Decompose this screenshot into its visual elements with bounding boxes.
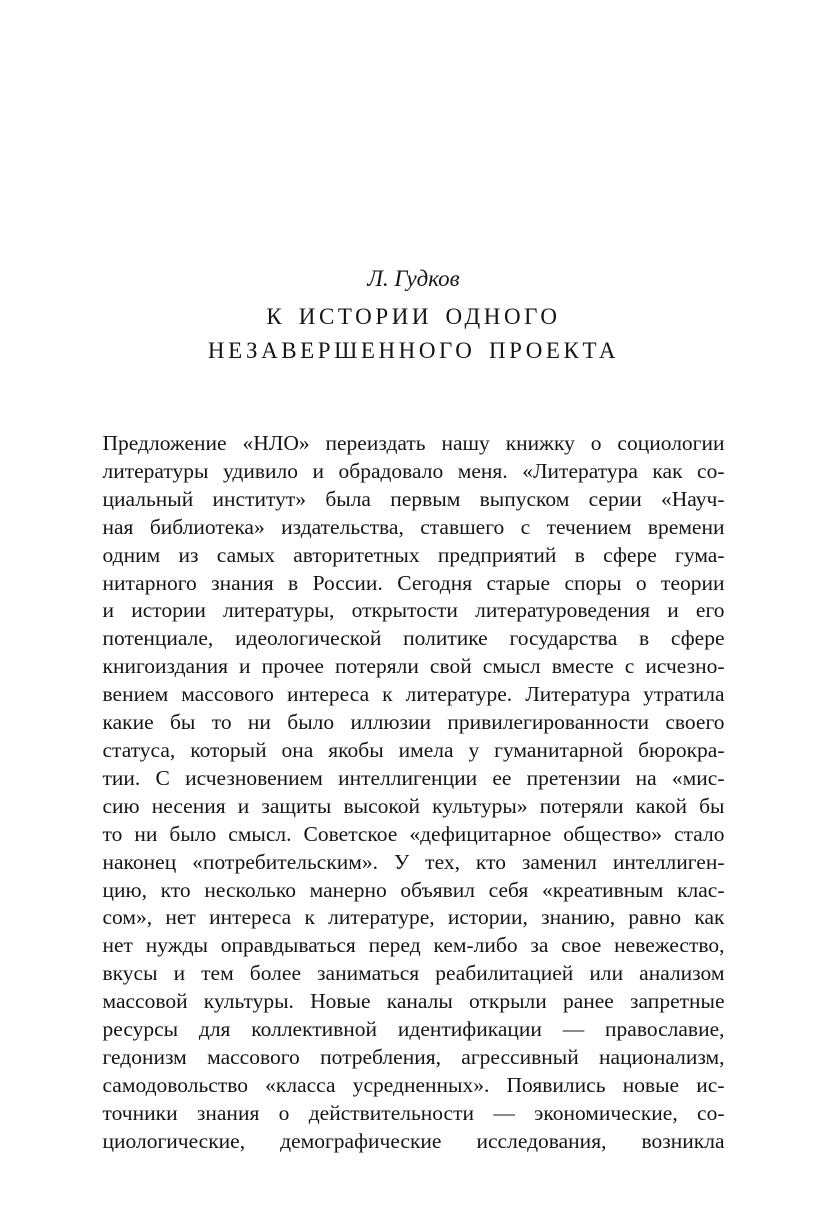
body-text-line: какие бы то ни было иллюзии привилегированности своего bbox=[102, 710, 725, 735]
body-text-line: вением массового интереса к литературе. Литература утратила bbox=[102, 682, 725, 707]
chapter-title bbox=[0, 300, 827, 368]
body-text-line: гедонизм массового потребления, агрессивный национализм, bbox=[102, 1044, 725, 1069]
body-text-line: то ни было смысл. Советское «дефицитарное общество» стало bbox=[102, 821, 725, 846]
body-text-line: вкусы и тем более заниматься реабилитацией или анализом bbox=[102, 961, 725, 986]
body-text-line: ная библиотека» издательства, ставшего с течением времени bbox=[102, 514, 725, 539]
chapter-title-line-2: НЕЗАВЕРШЕННОГО ПРОЕКТА bbox=[207, 338, 620, 363]
body-text-line: литературы удивило и обрадовало меня. «Литература как со- bbox=[102, 458, 725, 483]
body-text-line: Предложение «НЛО» переиздать нашу книжку о социологии bbox=[102, 431, 725, 455]
body-text-line: книгоиздания и прочее потеряли свой смысл вместе с исчезно- bbox=[102, 654, 725, 679]
body-text-line: точники знания о действительности — экономические, со- bbox=[102, 1100, 725, 1125]
body-text-line: циологические, демографические исследования, возникла bbox=[102, 1128, 725, 1153]
body-text-line: тии. С исчезновением интеллигенции ее претензии на «мис- bbox=[102, 765, 725, 790]
body-text-line: сию несения и защиты высокой культуры» потеряли какой бы bbox=[102, 793, 725, 818]
chapter-title-line-1: К ИСТОРИИ ОДНОГО bbox=[266, 304, 561, 329]
body-text-line: потенциале, идеологической политике государства в сфере bbox=[102, 626, 725, 651]
body-text-block bbox=[103, 430, 725, 1156]
body-text-line: и истории литературы, открытости литературоведения и его bbox=[102, 598, 725, 623]
body-text-line: ресурсы для коллективной идентификации — православие, bbox=[102, 1017, 725, 1042]
body-text-line: одним из самых авторитетных предприятий в сфере гума- bbox=[102, 542, 725, 567]
body-text-line: массовой культуры. Новые каналы открыли ранее запретные bbox=[102, 989, 725, 1014]
body-text-line: циальный институт» была первым выпуском серии «Науч- bbox=[102, 486, 725, 511]
body-text-line: нет нужды оправдываться перед кем-либо за свое невежество, bbox=[102, 933, 725, 958]
body-text-line: нитарного знания в России. Сегодня старые споры о теории bbox=[102, 570, 725, 595]
body-text-line: наконец «потребительским». У тех, кто заменил интеллиген- bbox=[102, 849, 725, 874]
author-name: Л. Гудков bbox=[367, 266, 460, 291]
body-text-line: статуса, который она якобы имела у гуманитарной бюрокра- bbox=[102, 737, 725, 762]
body-text-line: сом», нет интереса к литературе, истории, знанию, равно как bbox=[102, 905, 725, 930]
body-text-line: самодовольство «класса усредненных». Появились новые ис- bbox=[102, 1072, 725, 1097]
body-text-line: цию, кто несколько манерно объявил себя «креативным клас- bbox=[102, 877, 725, 902]
